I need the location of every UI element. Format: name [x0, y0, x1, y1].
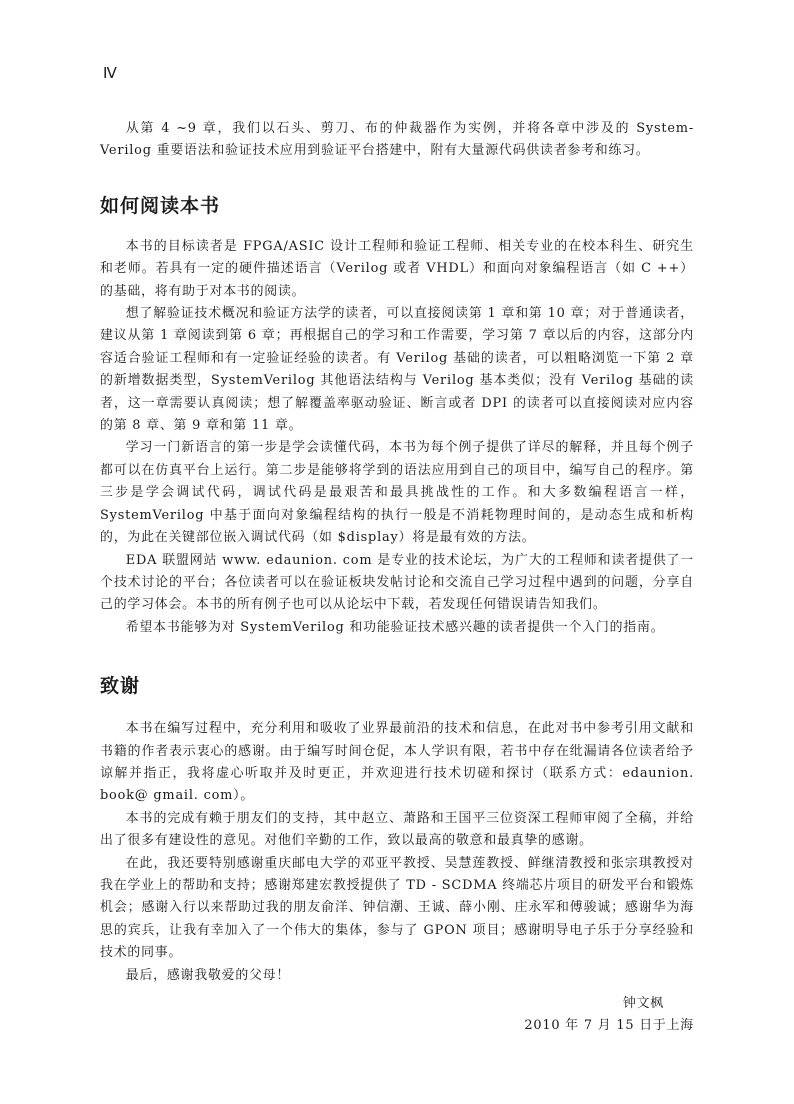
reading-heading: 如何阅读本书	[100, 194, 221, 217]
thanks-section	[100, 671, 694, 1038]
thanks-paragraph-1: 本书在编写过程中，充分利用和吸收了业界最前沿的技术和信息，在此对书中参考引用文献和书籍的作者表示衷心的感谢。由于编写时间仓促，本人学识有限，若书中存在纰漏请各位读者给予谅解并指正，我将虚心听取并及时更正，并欢迎进行技术切磋和探讨（联系方式：edaunion. book@ gmail. com）。	[100, 721, 694, 804]
page-content	[100, 118, 694, 1038]
intro-section	[100, 118, 694, 163]
reading-paragraph-5: 希望本书能够为对 SystemVerilog 和功能验证技术感兴趣的读者提供一个入门的指南。	[125, 619, 665, 635]
thanks-paragraph-3: 在此，我还要特别感谢重庆邮电大学的邓亚平教授、吴慧莲教授、鲜继清教授和张宗琪教授对我在学业上的帮助和支持；感谢郑建宏教授提供了 TD - SCDMA 终端芯片项目的研发平台和锻炼机会；感谢入行以来帮助过我的朋友俞洋、钟信潮、王诚、薛小刚、庄永军和傅骏诚；感谢华为海思的宾兵，让我有幸加入了一个伟大的集体，参与了 GPON 项目；感谢明导电子乐于分享经验和技术的同事。	[100, 855, 694, 961]
author-signature: 钟文枫	[622, 996, 664, 1011]
reading-paragraph-2: 想了解验证技术概况和验证方法学的读者，可以直接阅读第 1 章和第 10 章；对于普通读者，建议从第 1 章阅读到第 6 章；再根据自己的学习和工作需要，学习第 7 章以后的内容，这部分内容适合验证工程师和有一定验证经验的读者。有 Verilog 基础的读者，可以粗略浏览一下第 2 章的新增数据类型，SystemVerilog 其他语法结构与 Verilog 基本类似；没有 Verilog 基础的读者，这一章需要认真阅读；想了解覆盖率驱动验证、断言或者 DPI 的读者可以直接阅读对应内容的第 8 章、第 9 章和第 11 章。	[100, 306, 694, 434]
reading-section	[100, 191, 694, 639]
reading-paragraph-1: 本书的目标读者是 FPGA/ASIC 设计工程师和验证工程师、相关专业的在校本科生、研究生和老师。若具有一定的硬件描述语言（Verilog 或者 VHDL）和面向对象编程语言（如 C ++）的基础，将有助于对本书的阅读。	[100, 238, 694, 299]
thanks-paragraph-2: 本书的完成有赖于朋友们的支持，其中赵立、萧路和王国平三位资深工程师审阅了全稿，并给出了很多有建设性的意见。对他们辛勤的工作，致以最高的敬意和最真挚的感谢。	[100, 810, 694, 849]
thanks-heading: 致谢	[100, 675, 141, 698]
thanks-paragraph-4: 最后，感谢我敬爱的父母！	[125, 967, 291, 983]
reading-paragraph-4: EDA 联盟网站 www. edaunion. com 是专业的技术论坛，为广大的工程师和读者提供了一个技术讨论的平台；各位读者可以在验证板块发帖讨论和交流自己学习过程中遇到的问题，分享自己的学习体会。本书的所有例子也可以从论坛中下载，若发现任何错误请告知我们。	[100, 552, 694, 613]
intro-paragraph: 从第 4 ~9 章，我们以石头、剪刀、布的仲裁器作为实例，并将各章中涉及的 System-Verilog 重要语法和验证技术应用到验证平台搭建中，附有大量源代码供读者参考和练习。	[100, 121, 694, 159]
signature-date: 2010 年 7 月 15 日于上海	[524, 1018, 694, 1034]
reading-paragraph-3: 学习一门新语言的第一步是学会读懂代码，本书为每个例子提供了详尽的解释，并且每个例子都可以在仿真平台上运行。第二步是能够将学到的语法应用到自己的项目中，编写自己的程序。第三步是学会调试代码，调试代码是最艰苦和最具挑战性的工作。和大多数编程语言一样，SystemVerilog 中基于面向对象编程结构的执行一般是不消耗物理时间的，是动态生成和析构的，为此在关键部位嵌入调试代码（如 $display）将是最有效的方法。	[100, 440, 694, 546]
page-number: Ⅳ	[103, 66, 117, 82]
